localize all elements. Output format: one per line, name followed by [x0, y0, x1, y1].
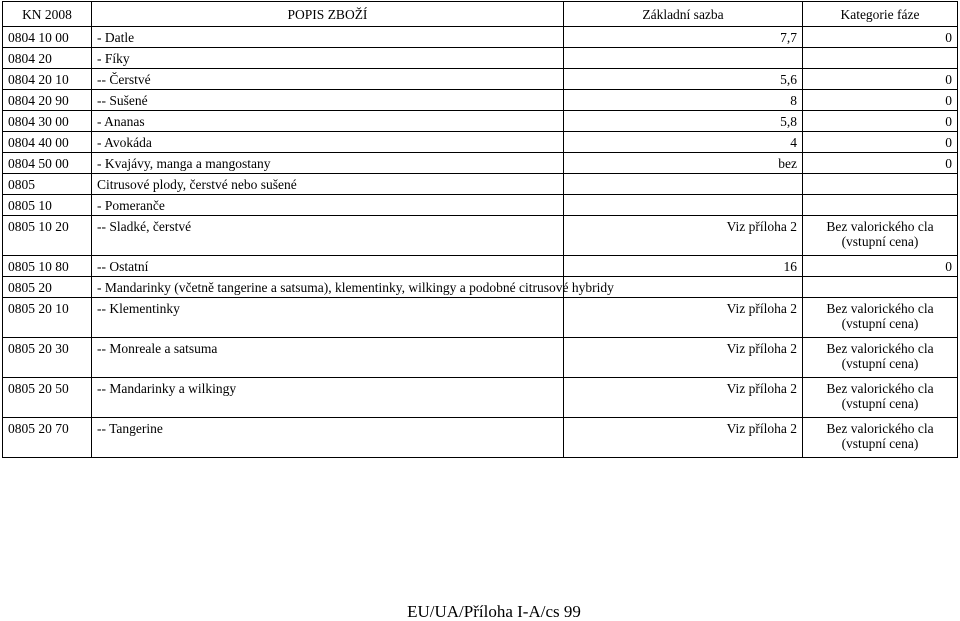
table-row	[3, 153, 958, 174]
cell-category: 0	[803, 256, 958, 277]
cell-code: 0804 40 00	[3, 132, 92, 153]
cell-code: 0805 10	[3, 195, 92, 216]
cell-category: Bez valorického cla (vstupní cena)	[803, 216, 958, 256]
cell-base-rate: Viz příloha 2	[564, 298, 803, 338]
cell-description: - Ananas	[92, 111, 564, 132]
cell-code: 0805 20	[3, 277, 92, 298]
cell-code: 0804 20	[3, 48, 92, 69]
table-row	[3, 338, 958, 378]
cell-base-rate: Viz příloha 2	[564, 378, 803, 418]
cell-category	[803, 277, 958, 298]
cell-base-rate: Viz příloha 2	[564, 216, 803, 256]
cell-category: 0	[803, 153, 958, 174]
cell-description: - Kvajávy, manga a mangostany	[92, 153, 564, 174]
cell-code: 0805 20 50	[3, 378, 92, 418]
cell-category	[803, 195, 958, 216]
cell-base-rate	[564, 174, 803, 195]
cell-description: -- Sladké, čerstvé	[92, 216, 564, 256]
cell-description: -- Čerstvé	[92, 69, 564, 90]
table-row	[3, 174, 958, 195]
table-row	[3, 195, 958, 216]
cell-description: -- Tangerine	[92, 418, 564, 458]
cell-category: Bez valorického cla (vstupní cena)	[803, 338, 958, 378]
header-row	[3, 2, 958, 27]
cell-code: 0804 20 10	[3, 69, 92, 90]
page-footer-reference: EU/UA/Příloha I-A/cs 99	[407, 602, 581, 621]
cell-base-rate: Viz příloha 2	[564, 418, 803, 458]
table-row	[3, 277, 958, 298]
cell-base-rate: 8	[564, 90, 803, 111]
cell-code: 0804 10 00	[3, 27, 92, 48]
cell-category: Bez valorického cla (vstupní cena)	[803, 418, 958, 458]
table-row	[3, 27, 958, 48]
cell-description: -- Monreale a satsuma	[92, 338, 564, 378]
cell-description: - Avokáda	[92, 132, 564, 153]
cell-category: Bez valorického cla (vstupní cena)	[803, 298, 958, 338]
cell-category: 0	[803, 90, 958, 111]
cell-category	[803, 174, 958, 195]
cell-base-rate: Viz příloha 2	[564, 338, 803, 378]
table-row	[3, 298, 958, 338]
cell-base-rate: 5,8	[564, 111, 803, 132]
cell-code: 0804 50 00	[3, 153, 92, 174]
cell-base-rate: 7,7	[564, 27, 803, 48]
cell-category: 0	[803, 69, 958, 90]
cell-category	[803, 48, 958, 69]
cell-code: 0805 20 10	[3, 298, 92, 338]
table-row	[3, 256, 958, 277]
cell-description: -- Sušené	[92, 90, 564, 111]
cell-base-rate: 16	[564, 256, 803, 277]
table-row	[3, 216, 958, 256]
cell-description: -- Ostatní	[92, 256, 564, 277]
cell-base-rate: bez	[564, 153, 803, 174]
cell-code: 0805 10 80	[3, 256, 92, 277]
cell-description: Citrusové plody, čerstvé nebo sušené	[92, 174, 564, 195]
table-row	[3, 132, 958, 153]
cell-base-rate: 4	[564, 132, 803, 153]
cell-description: -- Klementinky	[92, 298, 564, 338]
cell-base-rate	[564, 48, 803, 69]
cell-description: - Mandarinky (včetně tangerine a satsuma), klementinky, wilkingy a podobné citrusové hybridy	[92, 277, 564, 298]
cell-category: 0	[803, 132, 958, 153]
header-description: POPIS ZBOŽÍ	[92, 2, 564, 27]
cell-code: 0805 20 30	[3, 338, 92, 378]
cell-code: 0804 30 00	[3, 111, 92, 132]
table-row	[3, 48, 958, 69]
cell-code: 0805 20 70	[3, 418, 92, 458]
cell-description: - Pomeranče	[92, 195, 564, 216]
header-base-rate: Základní sazba	[564, 2, 803, 27]
cell-base-rate: 5,6	[564, 69, 803, 90]
cell-base-rate	[564, 195, 803, 216]
cell-code: 0804 20 90	[3, 90, 92, 111]
table-row	[3, 378, 958, 418]
cell-category: 0	[803, 111, 958, 132]
cell-description: - Datle	[92, 27, 564, 48]
table-row	[3, 111, 958, 132]
table-row	[3, 418, 958, 458]
tariff-table	[2, 1, 958, 458]
cell-code: 0805	[3, 174, 92, 195]
cell-description: - Fíky	[92, 48, 564, 69]
cell-code: 0805 10 20	[3, 216, 92, 256]
header-code: KN 2008	[3, 2, 92, 27]
table-row	[3, 90, 958, 111]
table-row	[3, 69, 958, 90]
header-category: Kategorie fáze	[803, 2, 958, 27]
cell-category: 0	[803, 27, 958, 48]
cell-category: Bez valorického cla (vstupní cena)	[803, 378, 958, 418]
cell-description: -- Mandarinky a wilkingy	[92, 378, 564, 418]
